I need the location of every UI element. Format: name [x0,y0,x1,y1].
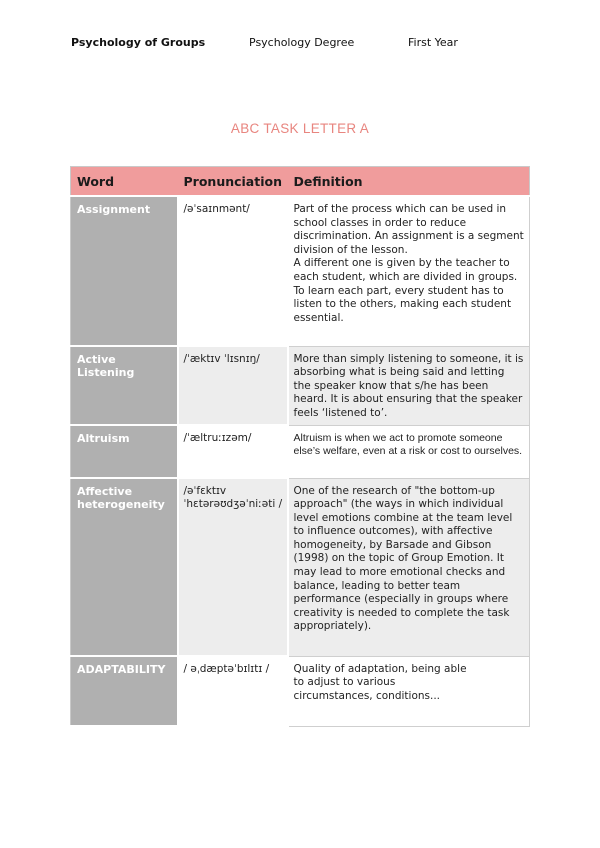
table-row [71,425,530,478]
glossary-table [70,166,530,727]
table-row [71,196,530,346]
word-cell: ADAPTABILITY [71,656,178,726]
page-header [71,36,531,52]
table-row [71,346,530,425]
pronunciation-cell: /ˈæktɪv ˈlɪsnɪŋ/ [178,346,288,425]
degree-name: Psychology Degree [249,36,355,49]
column-header-definition: Definition [288,167,530,197]
definition-cell: Quality of adaptation, being able to adjust to various circumstances, conditions... [288,656,530,726]
definition-cell: More than simply listening to someone, it is absorbing what is being said and letting the speaker know that s/he has been heard. It is about ensuring that the speaker feels ‘listened to’. [288,346,530,425]
pronunciation-cell: / əˌdæptəˈbɪlɪtɪ / [178,656,288,726]
pronunciation-cell: /ˈæltruːɪzəm/ [178,425,288,478]
word-cell: Affective heterogeneity [71,478,178,656]
pronunciation-cell: /əˈfɛktɪv ˈhɛtərəʊdʒəˈniːəti / [178,478,288,656]
column-header-word: Word [71,167,178,197]
course-name: Psychology of Groups [71,36,206,49]
definition-cell: Altruism is when we act to promote someone else’s welfare, even at a risk or cost to ourselves. [288,425,530,478]
document-title: ABC TASK LETTER A [230,121,370,136]
word-cell: Altruism [71,425,178,478]
year-label: First Year [408,36,458,49]
definition-cell: Part of the process which can be used in school classes in order to reduce discrimination. An assignment is a segment division of the lesson. A different one is given by the teacher to each student, which are divided in groups. To learn each part, every student has to listen to the others, making each student essential. [288,196,530,346]
word-cell: Assignment [71,196,178,346]
table-row [71,656,530,726]
word-cell: Active Listening [71,346,178,425]
pronunciation-cell: /əˈsaɪnmənt/ [178,196,288,346]
definition-cell: One of the research of "the bottom-up approach" (the ways in which individual level emotions combine at the team level to influence outcomes), with affective homogeneity, by Barsade and Gibson (1998) on the topic of Group Emotion. It may lead to more emotional checks and balance, leading to better team performance (especially in groups where creativity is needed to complete the task appropriately). [288,478,530,656]
column-header-pronunciation: Pronunciation [178,167,288,197]
table-header-row [71,167,530,197]
table-row [71,478,530,656]
